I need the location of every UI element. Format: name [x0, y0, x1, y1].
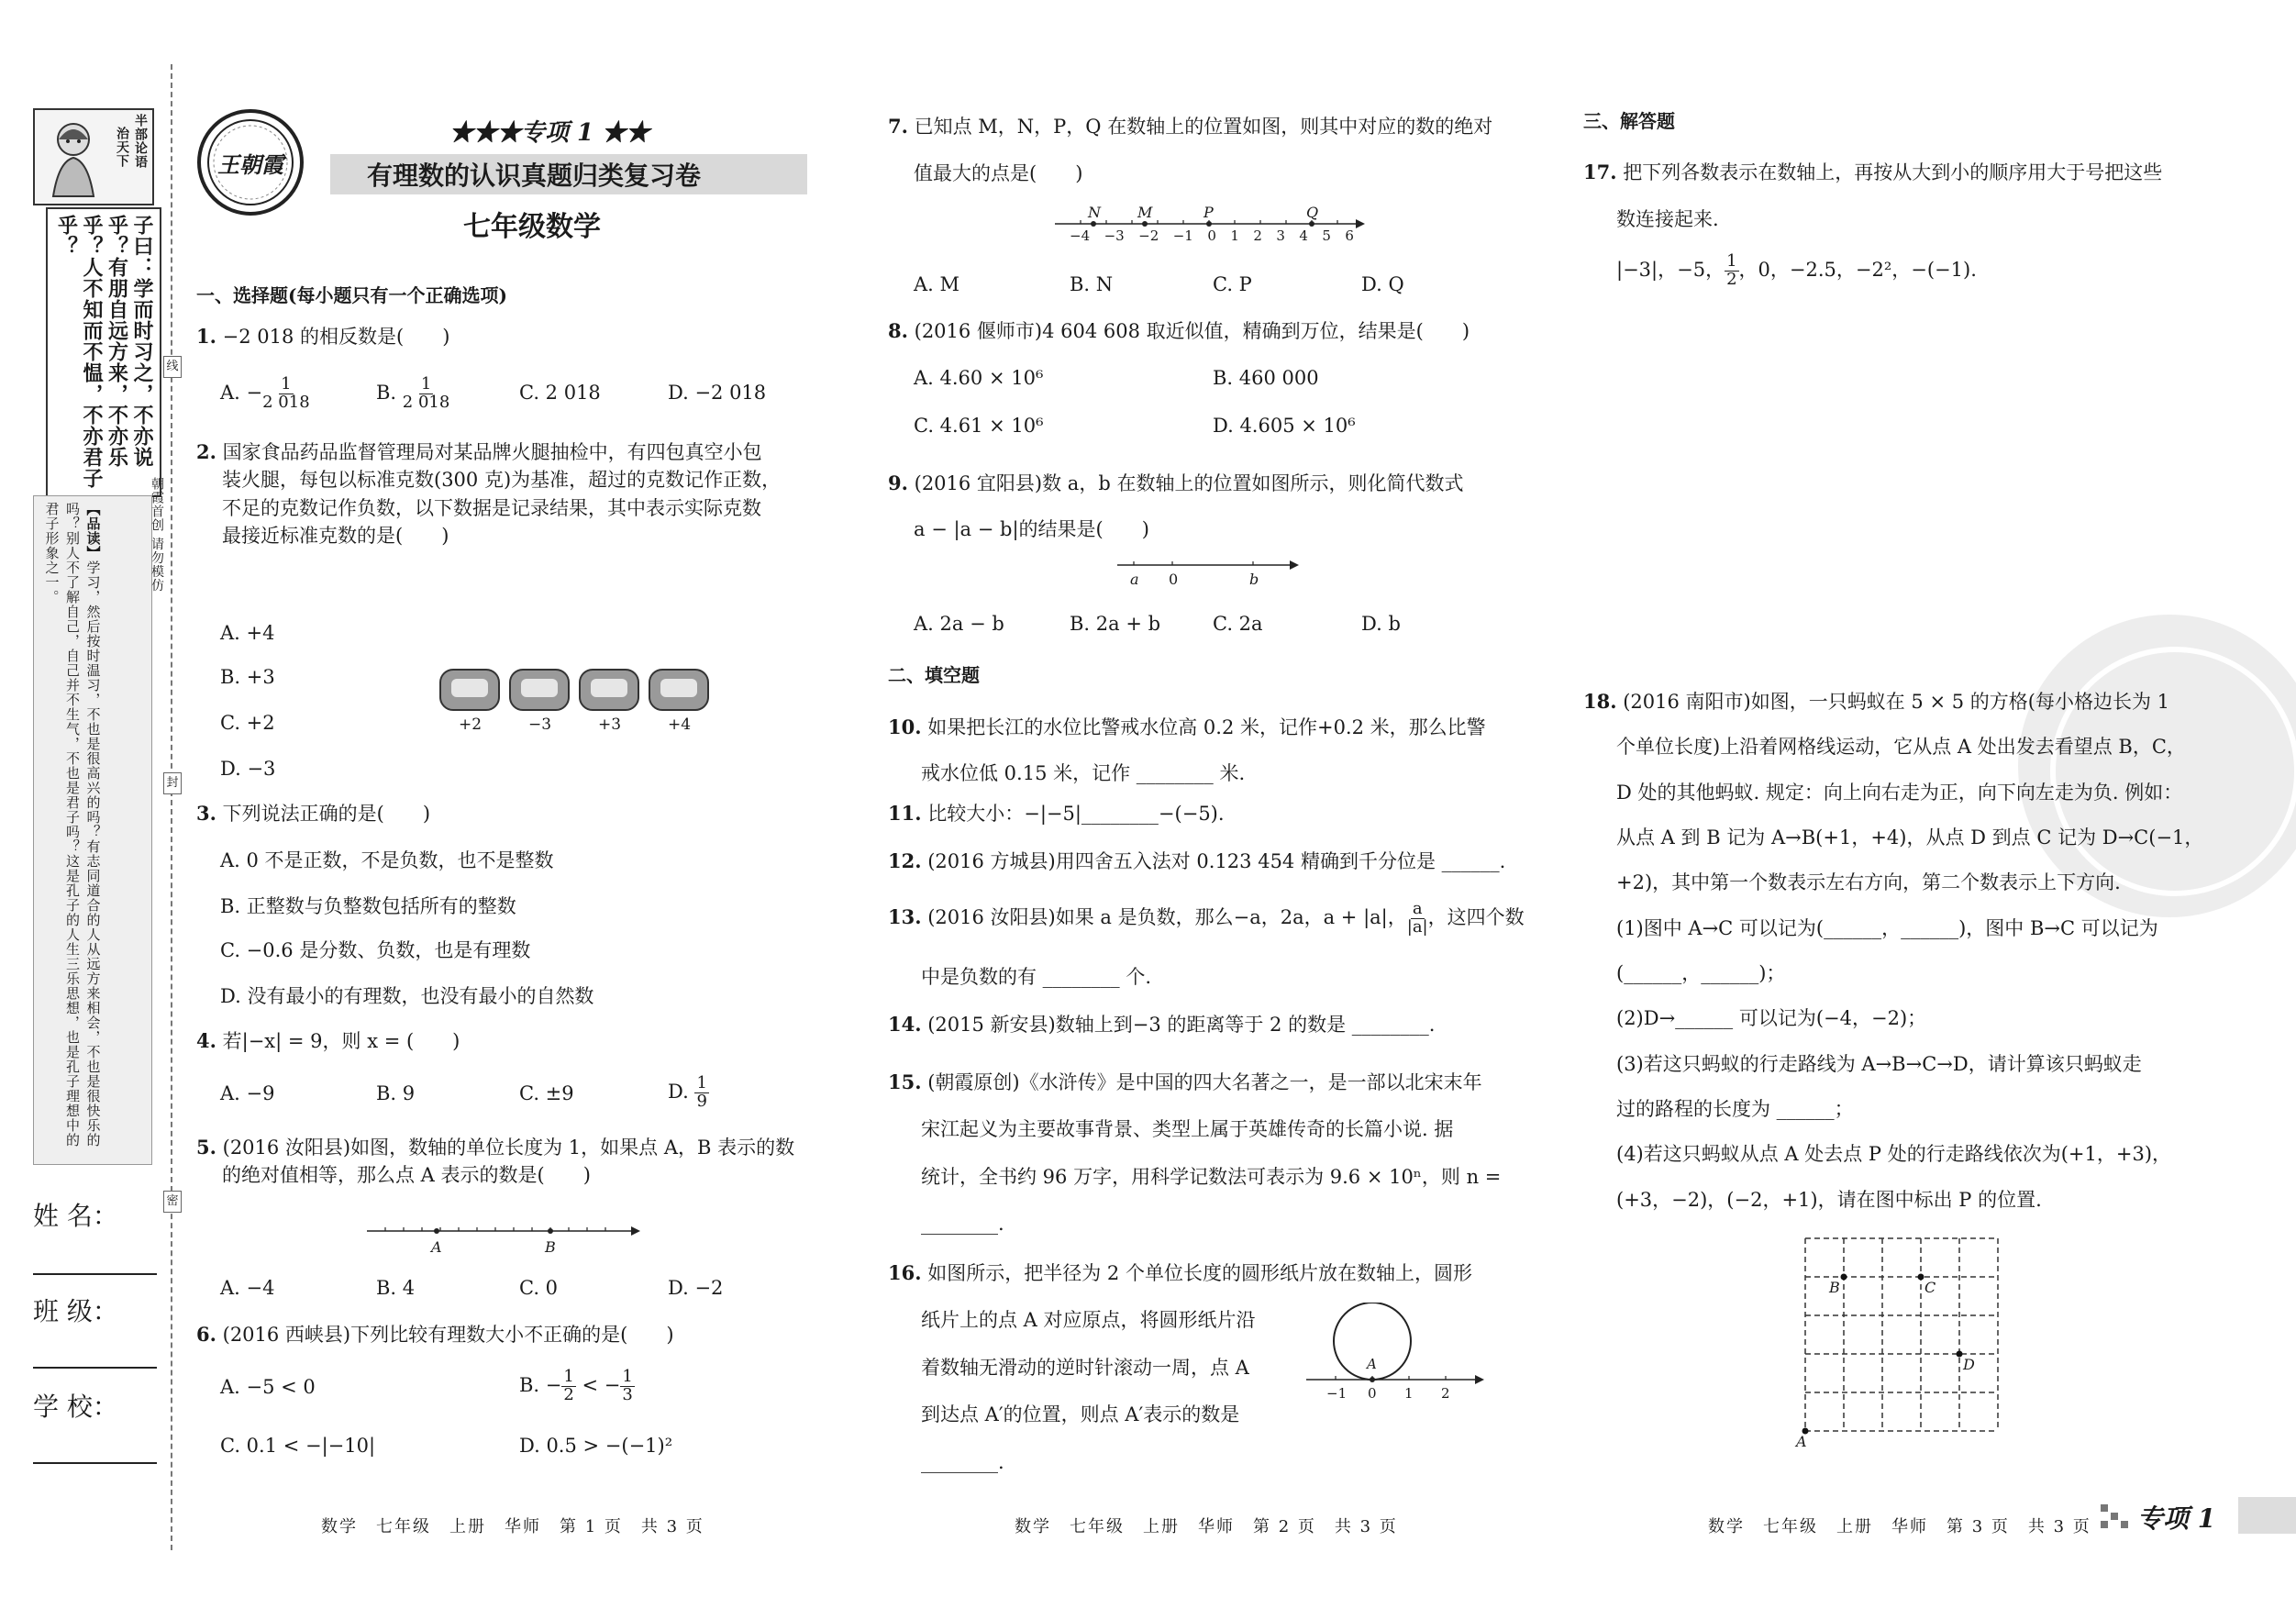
q1-opt-b-frac: [403, 376, 450, 412]
q5-point-b: B: [545, 1238, 556, 1256]
q16-line-5: ________.: [921, 1450, 1004, 1473]
q3-num: 3.: [196, 802, 216, 825]
frac-num: 1: [696, 1073, 707, 1092]
tick-label: 5: [1322, 227, 1331, 244]
q17-num: 17.: [1583, 161, 1617, 183]
q1-opt-c[interactable]: C. 2 018: [519, 382, 601, 404]
q9-label-zero: 0: [1169, 571, 1179, 588]
page-title: 有理数的认识真题归类复习卷: [367, 161, 702, 191]
q17-nums-a: |−3|，−5，: [1616, 258, 1725, 281]
q1-text: −2 018 的相反数是( ): [222, 326, 450, 348]
frac-den: |a|: [1406, 916, 1428, 937]
q17-line-1: 把下列各数表示在数轴上，再按从大到小的顺序用大于号把这些: [1623, 161, 2163, 183]
q8-opt-c[interactable]: C. 4.61 × 10⁶: [914, 415, 1044, 437]
ham-packages: [438, 666, 714, 736]
q16-tick-0: 0: [1368, 1385, 1377, 1402]
q5-line-1: (2016 汝阳县)如图，数轴的单位长度为 1，如果点 A，B 表示的数: [222, 1137, 795, 1159]
q3-opt-c[interactable]: C. −0.6 是分数、负数，也是有理数: [220, 939, 531, 961]
q12-text: (2016 方城县)用四舍五入法对 0.123 454 精确到千分位是 ______.: [927, 850, 1506, 872]
q2-opt-d[interactable]: D. −3: [220, 758, 276, 780]
q9-label-a: a: [1130, 571, 1139, 588]
q5-opt-b[interactable]: B. 4: [376, 1277, 416, 1299]
motto-line-2: 治天下: [115, 127, 129, 168]
q18-line-4: 从点 A 到 B 记为 A→B(+1，+4)，从点 D 到点 C 记为 D→C(−1，: [1616, 826, 2204, 849]
corner-decoration: [2101, 1504, 2128, 1528]
frac-den: 9: [696, 1091, 707, 1111]
q6-opt-b[interactable]: B. − $\frac{1}{2}$ < − $\frac{1}{3}$: [519, 1367, 633, 1404]
cut-tag-mi: 密: [163, 1191, 182, 1213]
q7-line-2: 值最大的点是( ): [914, 162, 1083, 185]
q18-grid[interactable]: [1796, 1229, 2016, 1449]
q6-opt-d[interactable]: D. 0.5 > −(−1)²: [519, 1435, 673, 1457]
q12-num: 12.: [888, 849, 922, 872]
q9-line-2: a − |a − b|的结果是( ): [914, 518, 1149, 541]
q13-line-2: 中是负数的有 ________ 个.: [921, 966, 1152, 988]
tick-label: 3: [1276, 227, 1285, 244]
special-label: ★★★专项 1 ★★: [449, 119, 650, 147]
page2-footer: 数学 七年级 上册 华师 第 2 页 共 3 页: [1015, 1517, 1398, 1536]
q16-num: 16.: [888, 1261, 922, 1284]
q2-line-3: 不足的克数记作负数，以下数据是记录结果，其中表示实际克数: [222, 496, 761, 519]
q14: [888, 1011, 1435, 1038]
q16-tick-2: 2: [1441, 1385, 1450, 1402]
brand-logo: [196, 108, 305, 216]
pindu-text: [41, 502, 104, 1153]
pindu-body: 学习，然后按时温习，不也是很高兴的吗？有志同道合的人从远方来相会，不也是很快乐的吗？别人不了解自己，自己并不生气，不也是君子吗？这是孔子的人生三乐思想，也是孔子理想中的君子形象之一。: [43, 502, 102, 1148]
grid-point-d: D: [1963, 1356, 1975, 1373]
q3-opt-a[interactable]: A. 0 不是正数，不是负数，也不是整数: [220, 849, 554, 871]
tick-label: 0: [1207, 227, 1216, 244]
q5-line-2: 的绝对值相等，那么点 A 表示的数是( ): [222, 1164, 591, 1187]
q2-num: 2.: [196, 440, 216, 463]
q1-opt-a[interactable]: [220, 376, 310, 412]
class-field-label: 班 级：: [33, 1296, 118, 1326]
grid-point-b: B: [1829, 1279, 1840, 1296]
q15-line-1: (朝霞原创)《水浒传》是中国的四大名著之一，是一部以北宋末年: [927, 1071, 1482, 1093]
q6-opt-b-label: B.: [519, 1373, 546, 1396]
q16-line-1: 如图所示，把半径为 2 个单位长度的圆形纸片放在数轴上，圆形: [927, 1262, 1472, 1284]
pkg-label-1: +2: [459, 715, 482, 734]
q16-tick-1: 1: [1404, 1385, 1414, 1402]
q16-circle-figure: [1306, 1303, 1486, 1403]
q7-opt-d[interactable]: D. Q: [1361, 273, 1404, 295]
q13-frac: [1407, 901, 1428, 937]
frac-den: 2 018: [402, 392, 450, 412]
q18-line-11: (4)若这只蚂蚁从点 A 处去点 P 处的行走路线依次为(+1，+3)，: [1616, 1143, 2172, 1166]
q6-opt-c[interactable]: C. 0.1 < −|−10|: [220, 1435, 376, 1457]
class-field-line[interactable]: [33, 1367, 157, 1369]
q5: [196, 1134, 794, 1190]
q2-opt-a[interactable]: A. +4: [220, 622, 275, 644]
pkg-label-3: +3: [598, 715, 622, 734]
q2-opt-b[interactable]: B. +3: [220, 666, 275, 688]
q15-line-4: ________.: [921, 1213, 1004, 1236]
q15-line-2: 宋江起义为主要故事背景、类型上属于英雄传奇的长篇小说. 据: [921, 1118, 1454, 1141]
school-field-label: 学 校：: [33, 1392, 118, 1422]
name-field-label: 姓 名：: [33, 1201, 118, 1231]
frac-num: 1: [1726, 251, 1737, 271]
q18-line-8: (2)D→______ 可以记为(−4，−2)；: [1616, 1007, 1927, 1030]
grid-point-c: C: [1924, 1279, 1936, 1296]
pkg-label-2: −3: [528, 715, 552, 734]
tick-label: 2: [1253, 227, 1262, 244]
q9-opt-c[interactable]: C. 2a: [1213, 613, 1263, 635]
q6-opt-b-frac-1: [561, 1369, 575, 1404]
q10: [888, 704, 1486, 797]
q1-opt-b[interactable]: [376, 376, 449, 412]
q9-opt-b[interactable]: B. 2a + b: [1070, 613, 1161, 635]
frac-num: 1: [563, 1367, 574, 1386]
q6: [196, 1321, 674, 1348]
confucius-figure: [40, 116, 106, 198]
q7-opt-b[interactable]: B. N: [1070, 273, 1114, 295]
q16-line-4: 到达点 A′的位置，则点 A′表示的数是: [921, 1403, 1240, 1426]
q8-num: 8.: [888, 319, 908, 342]
tick-label: −3: [1104, 227, 1125, 244]
sidebar-motto-box: [33, 108, 154, 205]
sidebar-pindu-box: [33, 495, 152, 1165]
q17: [1583, 149, 2162, 244]
q7-opt-c[interactable]: C. P: [1213, 273, 1252, 295]
q11-num: 11.: [888, 802, 922, 825]
q18-line-5: +2)，其中第一个数表示左右方向，第二个数表示上下方向.: [1616, 871, 2121, 894]
q17-numbers: [1616, 253, 1977, 289]
tick-label: 1: [1230, 227, 1239, 244]
q6-opt-a[interactable]: A. −5 < 0: [220, 1376, 316, 1398]
q5-num: 5.: [196, 1136, 216, 1159]
q3-opt-b[interactable]: B. 正整数与负整数包括所有的整数: [220, 895, 516, 917]
q7-label-n: N: [1088, 204, 1101, 221]
frac-num: 1: [622, 1367, 633, 1386]
frac-num: a: [1412, 899, 1423, 918]
q5-opt-d[interactable]: D. −2: [668, 1277, 724, 1299]
tick-label: 6: [1345, 227, 1354, 244]
q6-opt-b-frac-2: [620, 1369, 634, 1404]
q7-tick-labels: [1070, 227, 1354, 244]
q4-opt-a[interactable]: A. −9: [220, 1082, 275, 1104]
q16-point-a: A: [1367, 1356, 1377, 1372]
q15-num: 15.: [888, 1070, 922, 1093]
tick-label: −1: [1172, 227, 1193, 244]
q5-number-line: [367, 1222, 642, 1259]
pindu-label: 【品读】: [84, 502, 102, 560]
q5-opt-c[interactable]: C. 0: [519, 1277, 559, 1299]
q7: [888, 103, 1492, 198]
q8: [888, 317, 1470, 345]
q9-label-b: b: [1249, 571, 1259, 588]
q2-line-4: 最接近标准克数的是( ): [222, 525, 449, 548]
q3-text: 下列说法正确的是( ): [222, 803, 431, 825]
q9-number-line: [1117, 556, 1301, 593]
q9-line-1: (2016 宜阳县)数 a，b 在数轴上的位置如图所示，则化简代数式: [914, 472, 1464, 494]
tick-label: 4: [1299, 227, 1308, 244]
motto-line-1: 半部论语: [133, 114, 148, 169]
q8-opt-d[interactable]: D. 4.605 × 10⁶: [1213, 415, 1356, 437]
q13-text-b: ，这四个数: [1427, 905, 1525, 928]
q17-frac: [1725, 253, 1738, 289]
q1-opt-a-label: A. −: [220, 381, 263, 404]
q18-line-9: (3)若这只蚂蚁的行走路线为 A→B→C→D，请计算该只蚂蚁走: [1616, 1052, 2142, 1075]
q13: [888, 901, 1525, 937]
frac-den: 2: [1726, 269, 1737, 289]
tick-label: −4: [1070, 227, 1091, 244]
q16-line-3: 着数轴无滑动的逆时针滚动一周，点 A: [921, 1356, 1249, 1379]
name-field-line[interactable]: [33, 1273, 157, 1275]
q7-label-p: P: [1203, 204, 1214, 221]
q7-line-1: 已知点 M，N，P，Q 在数轴上的位置如图，则其中对应的数的绝对: [914, 116, 1493, 138]
q17-nums-b: ，0，−2.5，−2²，−(−1).: [1738, 258, 1977, 281]
q6-num: 6.: [196, 1323, 216, 1346]
frac-num: 1: [420, 374, 432, 394]
q10-line-2: 戒水位低 0.15 米，记作 ________ 米.: [921, 762, 1246, 785]
page1-footer: 数学 七年级 上册 华师 第 1 页 共 3 页: [321, 1517, 704, 1536]
frac-den: 2: [563, 1384, 574, 1404]
q14-num: 14.: [888, 1013, 922, 1036]
q4-opt-d[interactable]: [668, 1075, 709, 1111]
section-choice: 一、选择题(每小题只有一个正确选项): [196, 284, 507, 306]
q4-opt-c[interactable]: C. ±9: [519, 1082, 574, 1104]
q1-opt-b-label: B.: [376, 381, 403, 404]
q18-line-1: (2016 南阳市)如图，一只蚂蚁在 5 × 5 的方格(每小格边长为 1: [1623, 691, 2169, 713]
q1-num: 1.: [196, 325, 216, 348]
brand-logo-text: 王朝霞: [217, 151, 283, 178]
page3-footer: 数学 七年级 上册 华师 第 3 页 共 3 页: [1708, 1517, 2091, 1536]
q8-opt-b[interactable]: B. 460 000: [1213, 367, 1319, 389]
q7-label-m: M: [1137, 204, 1153, 221]
q9-num: 9.: [888, 471, 908, 494]
q2-line-1: 国家食品药品监督管理局对某品牌火腿抽检中，有四包真空小包: [222, 441, 762, 463]
q16-line-2: 纸片上的点 A 对应原点，将圆形纸片沿: [921, 1309, 1256, 1332]
school-field-line[interactable]: [33, 1462, 157, 1464]
q4-opt-d-label: D.: [668, 1080, 695, 1103]
q7-number-line: [1055, 204, 1367, 250]
q1-opt-d[interactable]: D. −2 018: [668, 382, 767, 404]
q7-num: 7.: [888, 115, 908, 138]
q9: [888, 460, 1463, 553]
copyright-note: 朝霞首创 请勿模仿: [150, 477, 164, 593]
q17-line-2: 数连接起来.: [1616, 208, 1719, 231]
q13-text-a: (2016 汝阳县)如果 a 是负数，那么−a，2a，a + |a|，: [927, 905, 1407, 928]
q4-text: 若|−x| = 9，则 x = ( ): [222, 1030, 460, 1052]
q6-opt-b-mid: < −: [575, 1373, 621, 1396]
q10-num: 10.: [888, 715, 922, 738]
q7-label-q: Q: [1306, 204, 1319, 221]
q4-num: 4.: [196, 1029, 216, 1052]
frac-den: 3: [622, 1384, 633, 1404]
cut-tag-xian: 线: [163, 356, 182, 378]
q18-line-12: (+3，−2)，(−2，+1)，请在图中标出 P 的位置.: [1616, 1188, 2042, 1211]
q5-point-a: A: [431, 1238, 442, 1256]
q9-opt-d[interactable]: D. b: [1361, 613, 1401, 635]
q4-opt-d-frac: [694, 1075, 708, 1111]
q18-line-7: (______，______)；: [1616, 962, 1786, 985]
q7-opt-a[interactable]: A. M: [914, 273, 960, 295]
q2: [196, 438, 781, 550]
q1: [196, 323, 449, 350]
q2-opt-c[interactable]: C. +2: [220, 712, 275, 734]
sidebar-quote: 子曰：学而时习之，不亦说乎？有朋自远方来，不亦乐乎？人不知而不愠，不亦君子乎？: [46, 207, 161, 497]
q4-opt-b[interactable]: B. 9: [376, 1082, 416, 1104]
q3: [196, 800, 430, 827]
section-solve: 三、解答题: [1583, 110, 1675, 132]
q4: [196, 1027, 460, 1055]
q18: [1583, 679, 2203, 1223]
q12: [888, 848, 1505, 875]
q14-text: (2015 新安县)数轴上到−3 的距离等于 2 的数是 ________.: [927, 1014, 1436, 1036]
q15-line-3: 统计，全书约 96 万字，用科学记数法可表示为 9.6 × 10ⁿ，则 n =: [921, 1165, 1502, 1188]
q18-line-6: (1)图中 A→C 可以记为(______，______)，图中 B→C 可以记为: [1616, 916, 2158, 939]
q15: [888, 1059, 1501, 1248]
q13-num: 13.: [888, 904, 922, 928]
q3-opt-d[interactable]: D. 没有最小的有理数，也没有最小的自然数: [220, 985, 594, 1007]
q9-opt-a[interactable]: A. 2a − b: [914, 613, 1004, 635]
q2-line-2: 装火腿，每包以标准克数(300 克)为基准，超过的克数记作正数，: [222, 469, 782, 492]
cut-line: [171, 64, 172, 1550]
q1-opt-a-frac: [262, 376, 310, 412]
page-subtitle: 七年级数学: [463, 211, 601, 243]
q11: [888, 800, 1225, 827]
corner-tab: [2238, 1497, 2296, 1534]
corner-label: 专项 1: [2137, 1503, 2216, 1534]
q6-text: (2016 西峡县)下列比较有理数大小不正确的是( ): [222, 1324, 674, 1346]
section-fill: 二、填空题: [888, 664, 980, 686]
q18-line-2: 个单位长度)上沿着网格线运动，它从点 A 处出发去看望点 B，C，: [1616, 736, 2186, 759]
pkg-label-4: +4: [668, 715, 692, 734]
q16-tick-m1: −1: [1326, 1385, 1348, 1402]
q18-line-3: D 处的其他蚂蚁. 规定：向上向右走为正，向下向左走为负. 例如：: [1616, 781, 2183, 804]
q18-line-10: 过的路程的长度为 ______；: [1616, 1098, 1854, 1121]
grid-point-a: A: [1796, 1433, 1807, 1450]
cut-tag-feng: 封: [163, 772, 182, 794]
q5-opt-a[interactable]: A. −4: [220, 1277, 275, 1299]
frac-num: 1: [281, 374, 292, 394]
q8-opt-a[interactable]: A. 4.60 × 10⁶: [914, 367, 1044, 389]
q10-line-1: 如果把长江的水位比警戒水位高 0.2 米，记作+0.2 米，那么比警: [927, 716, 1486, 738]
frac-den: 2 018: [262, 392, 310, 412]
q11-text: 比较大小：−|−5|________−(−5).: [927, 803, 1225, 825]
q18-num: 18.: [1583, 690, 1617, 713]
q8-text: (2016 偃师市)4 604 608 取近似值，精确到万位，结果是( ): [914, 320, 1470, 342]
tick-label: −2: [1138, 227, 1159, 244]
